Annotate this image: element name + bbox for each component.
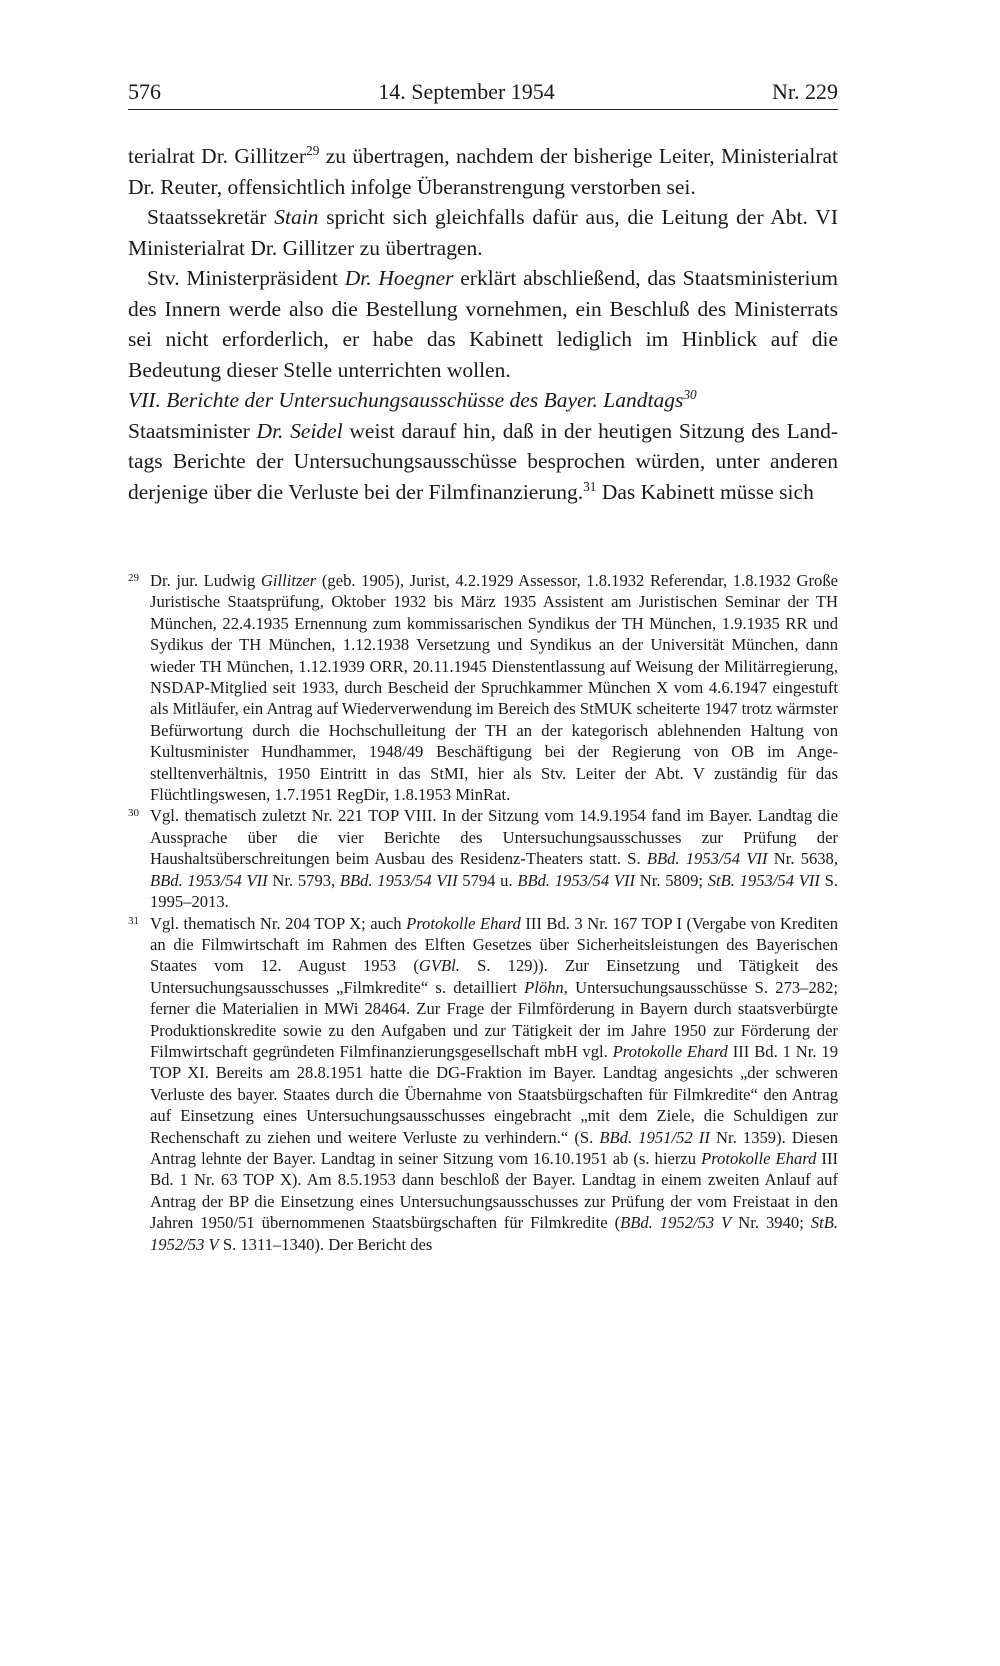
section-heading [128,385,838,416]
text-run: spricht sich gleichfalls dafür aus, die Leitung der Abt. VI Ministerialrat Dr. Gillitzer zu übertragen. [128,205,838,260]
footnotes [128,570,838,1255]
text-run: Nr. 5809; [635,870,708,890]
text-run: Staatsminister [128,418,257,443]
text-run: erklärt abschließend, das Staatsministerium des Innern werde also die Bestellung vornehmen, ein Beschluß des Ministerrats sei nicht erforderlich, er habe das Kabinett lediglich im Hinblick auf die Bedeutung dieser Stelle unterrichten wollen. [128,266,839,382]
citation-italic: Gillitzer [260,571,317,590]
text-run: Nr. 5638, [767,849,839,869]
footnote-text [150,571,838,804]
footnote-number: 31 [128,914,139,927]
speaker-name: Stain [274,205,319,229]
text-run: III Bd. 1 Nr. 63 TOP X). Am 8.5.1953 dann beschloß der Bayer. Landtag in einem zweiten Anlauf auf Antrag der BP die Einsetzung eines Untersuchungsausschusses zur Prüfung der vom Freistaat in den Jahren 1950/51 übernommenen Staatsbürgschaften für Filmkredite ( [150,1148,838,1233]
document-number: Nr. 229 [772,79,838,104]
citation-italic: StB. 1952/53 V [150,1213,838,1254]
footnote-number: 30 [128,807,139,820]
section-heading-text: VII. Berichte der Untersuchungsausschüsse des Bayer. Landtags [128,388,684,412]
speaker-name: Dr. Hoegner [344,266,454,290]
footnote-ref-29[interactable]: 29 [306,142,320,158]
text-run: Staatssekretär [147,205,275,229]
paragraph-seidel [128,416,838,508]
running-head-date: 14. September 1954 [378,79,555,104]
text-run: S. 1311–1340). Der Bericht des [218,1234,433,1254]
footnote-number: 29 [128,572,139,584]
citation-italic: Plöhn [524,977,564,997]
page [128,78,838,507]
paragraph-hoegner [128,263,838,385]
paragraph-continuation [128,141,838,202]
paragraph-stain [128,202,838,263]
footnote-ref-30[interactable]: 30 [683,386,697,402]
text-run: , Untersuchungsausschüsse S. 273–282; ferner die Materialien in MWi 28464. Zur Frage der Filmförderung in Bayern durch staatsverbürgte Produktionskredite sowie zu den Aufgaben und zur Tätigkeit der im Jahre 1950 zur Förderung der Filmwirtschaft gegründeten Filmfinanzierungsgesellschaft mbH vgl. [150,977,838,1061]
citation-italic: BBd. 1951/52 II [599,1127,710,1147]
speaker-name: Dr. Seidel [256,418,343,443]
citation-italic: BBd. 1952/53 V [620,1213,732,1233]
citation-italic: Protokolle Ehard [612,1041,728,1061]
citation-italic: BBd. 1953/54 VII [339,870,458,890]
text-run: Nr. 3940; [731,1213,811,1233]
text-run: Nr. 5793, [267,870,340,890]
text-run: zu übertragen, nachdem der bisherige Leiter, Ministerialrat Dr. Reuter, offensichtlich infolge Überanstrengung verstorben sei. [128,144,839,199]
body-text [128,141,838,507]
footnote-31 [128,913,838,1256]
text-run: III Bd. 3 Nr. 167 TOP I (Vergabe von Krediten an die Filmwirtschaft im Rahmen des Elften Gesetzes über Sicherheitsleistungen des Bayerischen Staates vom 12. August 1953 ( [150,913,838,976]
footnote-30 [128,805,838,912]
text-run: Nr. 1359). Diesen Antrag lehnte der Bayer. Landtag in seiner Sitzung vom 16.10.1951 ab (s. hierzu [150,1127,838,1168]
citation-italic: BBd. 1953/54 VII [517,870,636,890]
footnote-29 [128,570,838,805]
text-run: III Bd. 1 Nr. 19 TOP XI. Bereits am 28.8.1951 hatte die DG-Fraktion im Bayer. Landtag angesichts „der schweren Verluste des bayer. Staates durch die Übernahme von Staatsbürgschaften für Filmkredite“ den Antrag auf Einsetzung eines Untersuchungsausschusses eingebracht „mit dem Ziele, die Schuldigen zur Rechenschaft zu ziehen und weitere Verluste zu verhindern.“ (S. [150,1041,838,1147]
citation-italic: GVBl. [418,956,460,976]
text-run: Vgl. thematisch Nr. 204 TOP X; auch [150,913,407,933]
page-number: 576 [128,79,161,104]
text-run: 5794 u. [457,870,518,890]
text-run: (geb. 1905), Jurist, 4.2.1929 Assessor, 1.8.1932 Referendar, 1.8.1932 Große Juristische Staatsprüfung, Oktober 1932 bis März 1935 Assistent am Juristischen Seminar der TH München, 22.4.1935 Ernennung zum kommissarischen Syndikus der TH München, 1.9.1935 RR und Sydikus der TH München, 1.12.1938 Versetzung und Syndikus an der Universität München, dann wieder TH München, 1.12.1939 ORR, 20.11.1945 Dienstentlassung auf Weisung der Militärregierung, NSDAP-Mitglied seit 1933, durch Bescheid der Spruchkammer München X vom 4.6.1947 eingestuft als Mitläufer, ein Antrag auf Wiederverwendung im Bereich des StMUK scheiterte 1947 trotz wärmster Befürwortung durch die Hochschulleitung der TH an der kategorisch ablehnenden Haltung von Kultusminister Hundhammer, 1948/49 Beschäftigung bei der Regierung von OB im Angestelltenverhältnis, 1950 Eintritt in das StMI, hier als Stv. Leiter der Abt. V zuständig für das Flüchtlingswesen, 1.7.1951 RegDir, 1.8.1953 MinRat. [150,571,838,805]
citation-italic: BBd. 1953/54 VII [646,849,768,869]
text-run: Dr. jur. Ludwig [150,571,261,590]
footnote-text [150,806,838,911]
footnote-text [150,914,838,1254]
text-run: terialrat Dr. Gillitzer [128,144,307,168]
citation-italic: Protokolle Ehard [406,913,521,933]
running-head [128,78,838,110]
text-run: S. 1995–2013. [150,870,838,912]
citation-italic: BBd. 1953/54 VII [150,870,268,890]
text-run: Stv. Ministerpräsident [147,266,345,290]
text-run: Vgl. thematisch zuletzt Nr. 221 TOP VIII. In der Sitzung vom 14.9.1954 fand im Bayer. Landtag die Aussprache über die vier Berichte des Untersuchungsausschusses zur Prüfung der Haushaltsüberschreitungen beim Ausbau des Residenz-Theaters statt. S. [150,806,838,869]
text-run: S. 129)). Zur Einsetzung und Tätigkeit des Untersuchungsausschusses „Filmkredite“ s. detailliert [150,956,839,997]
text-run: weist darauf hin, daß in der heutigen Sitzung des Landtags Berichte der Untersuchungsausschüsse besprochen würden, unter anderen derjenige über die Verluste bei der Filmfinanzierung. [128,418,838,504]
citation-italic: StB. 1953/54 VII [707,870,820,890]
text-run: Das Kabinett müsse sich [596,479,814,504]
citation-italic: Protokolle Ehard [701,1148,817,1168]
footnote-ref-31[interactable]: 31 [583,478,597,494]
